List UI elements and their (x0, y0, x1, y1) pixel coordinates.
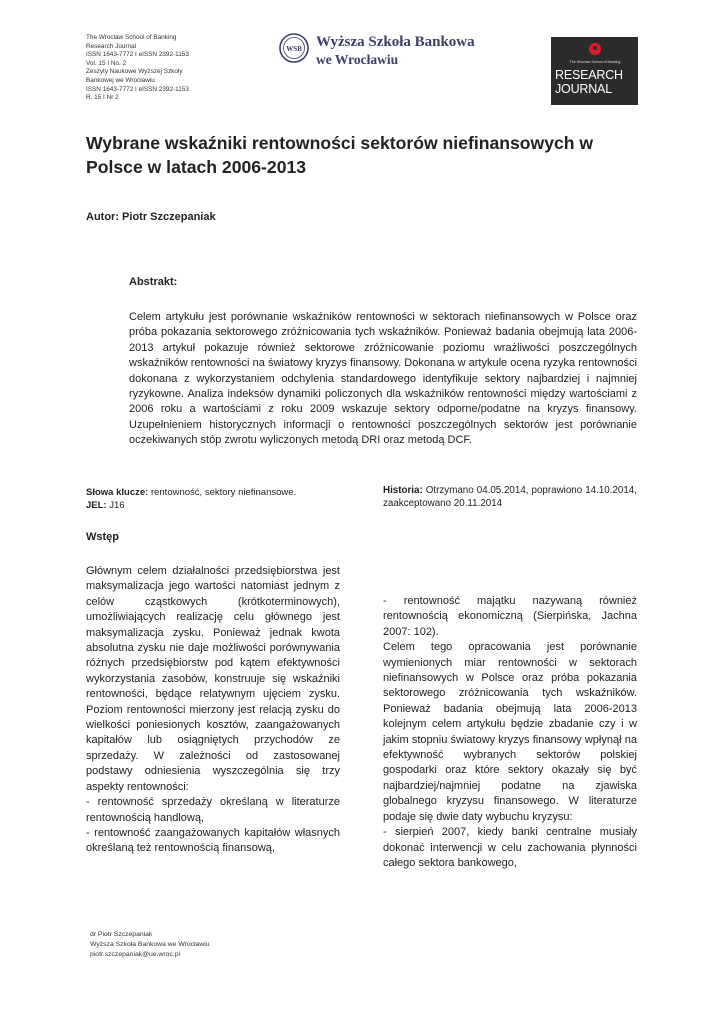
body-column-left (86, 564, 340, 857)
paragraph: - sierpień 2007, kiedy banki centralne musiały dokonać interwencji w celu zachowania płynności całego sektora bankowego, (383, 826, 637, 869)
jel-label: JEL: (86, 500, 107, 511)
logo-line-2: we Wrocławiu (316, 52, 399, 67)
jel-value: J16 (109, 500, 125, 511)
seal-text: WSB (286, 45, 302, 53)
meta-line: ISSN 1643-7772 I eISSN 2392-1153 (86, 51, 189, 59)
meta-line: Bankowej we Wrocławiu (86, 76, 155, 84)
paragraph: - rentowność sprzedaży określaną w literaturze rentownością handlową, (86, 796, 340, 824)
journal-meta (86, 34, 246, 103)
author-footnote (90, 930, 340, 960)
keywords-block (86, 486, 376, 512)
keywords-value: rentowność, sektory niefinansowe. (150, 487, 297, 498)
history-label: Historia: (383, 485, 423, 496)
paragraph: - rentowność zaangażowanych kapitałów własnych określaną też rentownością finansową, (86, 826, 340, 855)
paragraph: Celem tego opracowania jest porównanie wymienionych miar rentowności w sektorach niefinansowych w Polsce oraz próba pokazania sektorowego zróżnicowania tych wskaźników. Ponieważ badania obejmują lata 2006-2013 kolejnym celem artykułu będzie zbadanie czy i w jakim stopniu światowy kryzys finansowy wpłynął na efektywność wybranych sektorów polskiej gospodarki oraz które sektory okazały się być najbardziej/najmniej podatne na zjawiska globalnego kryzysu finansowego. W literaturze podaje się dwie daty wybuchu kryzysu: (383, 641, 637, 823)
meta-line: Zeszyty Naukowe Wyższej Szkoły (86, 68, 183, 76)
research-journal-badge (551, 37, 638, 105)
history-block (383, 484, 637, 510)
footnote-line: dr Piotr Szczepaniak (90, 931, 153, 938)
meta-line: Research Journal (86, 42, 137, 50)
section-heading-intro: Wstęp (86, 531, 119, 543)
badge-line-1: RESEARCH (555, 68, 623, 82)
university-seal-icon (279, 33, 309, 63)
body-column-right (383, 594, 637, 871)
badge-line-2: JOURNAL (555, 82, 612, 96)
logo-line-1: Wyższa Szkoła Bankowa (316, 34, 475, 50)
meta-line: Vol. 15 I No. 2 (86, 59, 127, 67)
meta-line: The Wroclaw School of Banking (86, 34, 177, 41)
badge-subtitle: The Wroclaw School of Banking (569, 60, 621, 64)
article-title: Wybrane wskaźniki rentowności sektorów niefinansowych w Polsce w latach 2006-2013 (86, 133, 594, 177)
abstract-heading: Abstrakt: (129, 276, 178, 288)
paragraph: - rentowność majątku nazywaną również rentownością ekonomiczną (Sierpińska, Jachna 2007: 102). (383, 595, 637, 638)
footnote-email[interactable]: piotr.szczepaniak@ue.wroc.pl (90, 951, 181, 958)
history-value: Otrzymano 04.05.2014, poprawiono 14.10.2014, zaakceptowano 20.11.2014 (383, 485, 637, 510)
footnote-line: Wyższa Szkoła Bankowa we Wrocławiu (90, 941, 210, 948)
abstract-text: Celem artykułu jest porównanie wskaźników rentowności w sektorach niefinansowych w Polsce oraz próba pokazania sektorowego zróżnicowania tych wskaźników. Ponieważ badania obejmują lata 2006-2013 artykuł pokazuje również sektorowe zróżnicowanie poziomu wrażliwości poszczególnych wskaźników rentowności na światowy kryzys finansowy. Dokonana w artykule ocena ryzyka rentowności dokonana z wykorzystaniem odchylenia standardowego identyfikuje sektory najbardziej i najmniej ryzykowne. Analiza indeksów dynamiki policzonych dla wskaźników rentowności między wartościami z 2006 roku a wartościami z roku 2009 wskazuje sektory odporne/podatne na kryzys finansowy. Uzupełnieniem historycznych informacji o rentowności poszczególnych sektorów jest porównanie oczekiwanych stóp zwrotu wyliczonych metodą DRI oraz metodą DCF. (129, 311, 637, 447)
keywords-label: Słowa klucze: (86, 487, 149, 498)
meta-line: ISSN 1643-7772 I eISSN 2392-1153 (86, 85, 189, 93)
journal-logo-icon (589, 43, 601, 55)
article-author: Autor: Piotr Szczepaniak (86, 211, 216, 223)
meta-line: R. 15 I Nr 2 (86, 94, 119, 102)
paragraph: Głównym celem działalności przedsiębiorstwa jest maksymalizacja jego wartości natomiast jednym z celów cząstkowych (krótkoterminowych), umożliwiających realizację celu głównego jest maksymalizacja zysku. Ponieważ jednak kwota absolutna zysku nie daje możliwości porównywania różnych przedsiębiorstw pod kątem efektywności wykorzystania zasobów, konstruuje się wskaźniki rentowności, będące relatywnym ujęciem zysku. Poziom rentowności mierzony jest relacją zysku do wielkości poniesionych kosztów, zaangażowanych kapitałów lub osiągniętych przychodów ze sprzedaży. W zależności od zastosowanej podstawy odniesienia wyszczególnia się trzy aspekty rentowności: (86, 565, 340, 793)
university-logo (279, 33, 509, 75)
